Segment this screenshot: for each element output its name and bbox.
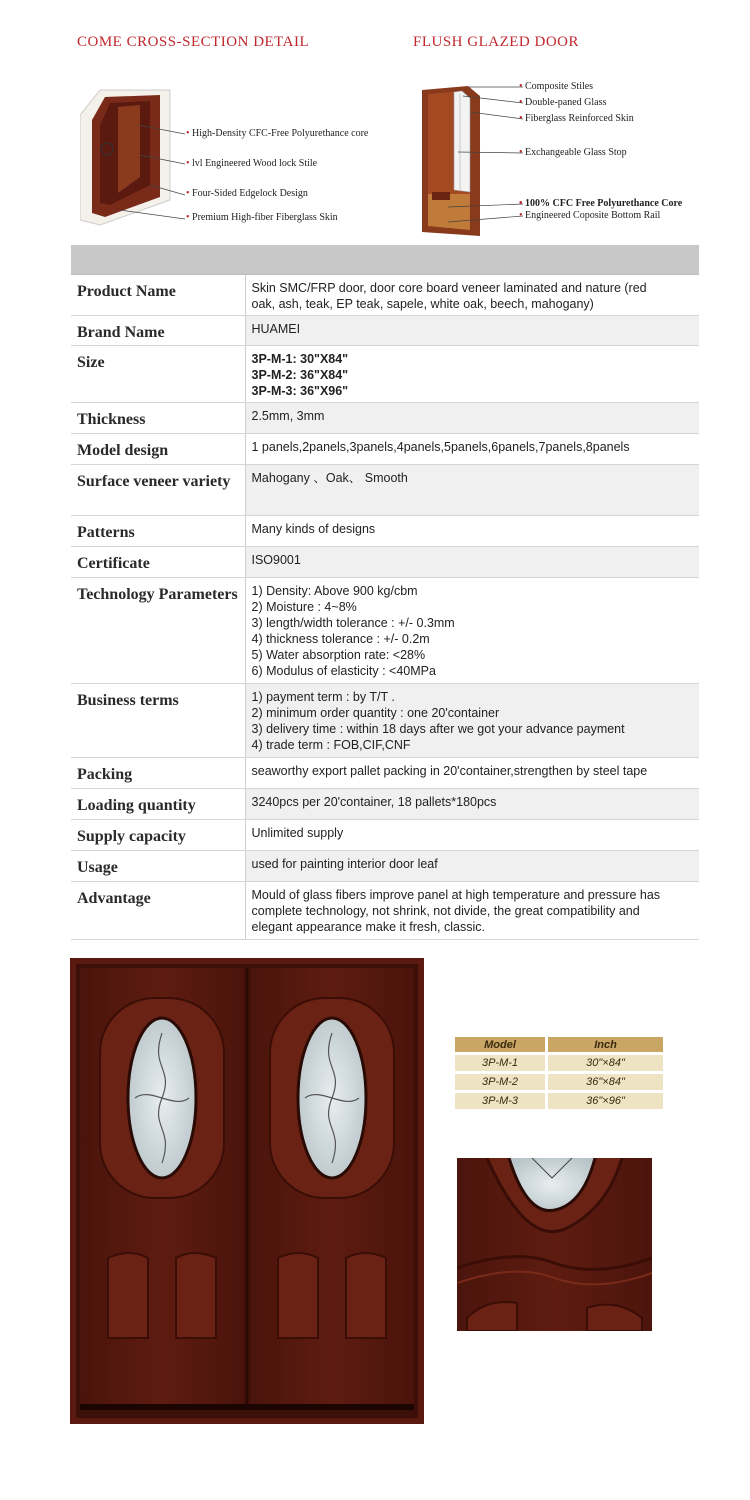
callout-glass-stop: • Exchangeable Glass Stop <box>519 147 627 158</box>
spec-label: Size <box>71 345 245 402</box>
spec-row-model-design <box>71 433 699 464</box>
model-table-header <box>455 1037 663 1052</box>
inch-cell: 36"×96" <box>548 1093 663 1109</box>
table-header-band <box>71 245 699 274</box>
flush-glazed-door-heading: FLUSH GLAZED DOOR <box>413 34 579 50</box>
callout-core: • High-Density CFC-Free Polyurethance core <box>186 128 369 139</box>
spec-value: HUAMEI <box>245 315 699 345</box>
spec-value: Many kinds of designs <box>245 515 699 546</box>
table-row <box>455 1093 663 1109</box>
callout-fiberglass-skin: • Fiberglass Reinforced Skin <box>519 113 634 124</box>
callout-composite-stiles: • Composite Stiles <box>519 81 594 92</box>
spec-row-patterns <box>71 515 699 546</box>
spec-value: 1) payment term : by T/T . 2) minimum order quantity : one 20'container 3) delivery time : within 18 days after we got your advance payment 4) trade term : FOB,CIF,CNF <box>245 683 699 757</box>
spec-row-loading <box>71 788 699 819</box>
spec-row-thickness <box>71 402 699 433</box>
table-row <box>455 1055 663 1071</box>
inch-cell: 36"×84" <box>548 1074 663 1090</box>
spec-label: Advantage <box>71 881 245 939</box>
spec-row-business-terms <box>71 683 699 757</box>
callout-bottom-rail: • Engineered Coposite Bottom Rail <box>519 210 661 221</box>
spec-value: seaworthy export pallet packing in 20'container,strengthen by steel tape <box>245 757 699 788</box>
spec-row-surface-veneer <box>71 464 699 515</box>
inch-cell: 30"×84" <box>548 1055 663 1071</box>
spec-row-size <box>71 345 699 402</box>
model-cell: 3P-M-2 <box>455 1074 545 1090</box>
callout-edgelock: • Four-Sided Edgelock Design <box>186 188 308 199</box>
spec-label: Surface veneer variety <box>71 464 245 515</box>
spec-label: Technology Parameters <box>71 577 245 683</box>
spec-value: Skin SMC/FRP door, door core board veneer laminated and nature (red oak, ash, teak, EP teak, sapele, white oak, beech, mahogany) <box>245 274 699 315</box>
spec-row-supply <box>71 819 699 850</box>
spec-row-packing <box>71 757 699 788</box>
spec-label: Certificate <box>71 546 245 577</box>
spec-value: Mahogany 、Oak、 Smooth <box>245 464 699 515</box>
model-cell: 3P-M-1 <box>455 1055 545 1071</box>
spec-value: 2.5mm, 3mm <box>245 402 699 433</box>
spec-row-advantage <box>71 881 699 939</box>
table-row <box>455 1074 663 1090</box>
spec-label: Packing <box>71 757 245 788</box>
model-header: Model <box>455 1037 545 1052</box>
spec-row-product-name <box>71 274 699 315</box>
spec-value: 1 panels,2panels,3panels,4panels,5panels,6panels,7panels,8panels <box>245 433 699 464</box>
spec-value: 3240pcs per 20'container, 18 pallets*180pcs <box>245 788 699 819</box>
spec-label: Supply capacity <box>71 819 245 850</box>
spec-label: Thickness <box>71 402 245 433</box>
spec-label: Loading quantity <box>71 788 245 819</box>
cross-section-diagram <box>80 85 185 230</box>
spec-table <box>71 245 699 940</box>
spec-value: Mould of glass fibers improve panel at high temperature and pressure has complete technology, not shrink, not divide, the great compatibility and elegant appearance make it fresh, classic. <box>245 881 699 939</box>
spec-label: Business terms <box>71 683 245 757</box>
callout-pu-core: • 100% CFC Free Polyurethance Core <box>519 198 683 209</box>
inch-header: Inch <box>548 1037 663 1052</box>
model-size-table <box>452 1034 666 1112</box>
spec-label: Model design <box>71 433 245 464</box>
spec-value: used for painting interior door leaf <box>245 850 699 881</box>
spec-row-usage <box>71 850 699 881</box>
spec-value: Unlimited supply <box>245 819 699 850</box>
callout-lock-stile: • lvl Engineered Wood lock Stile <box>186 158 318 169</box>
spec-value: 3P-M-1: 30"X84" 3P-M-2: 36"X84" 3P-M-3: 36"X96" <box>245 345 699 402</box>
spec-label: Patterns <box>71 515 245 546</box>
cross-section-heading: COME CROSS-SECTION DETAIL <box>77 34 310 50</box>
double-door-image <box>70 958 424 1424</box>
spec-label: Brand Name <box>71 315 245 345</box>
model-cell: 3P-M-3 <box>455 1093 545 1109</box>
spec-label: Product Name <box>71 274 245 315</box>
door-detail-image <box>457 1158 652 1331</box>
spec-value: ISO9001 <box>245 546 699 577</box>
spec-label: Usage <box>71 850 245 881</box>
spec-row-brand <box>71 315 699 345</box>
callout-skin: • Premium High-fiber Fiberglass Skin <box>186 212 338 223</box>
spec-value: 1) Density: Above 900 kg/cbm 2) Moisture : 4~8% 3) length/width tolerance : +/- 0.3mm 4) thickness tolerance : +/- 0.2m 5) Water absorption rate: <28% 6) Modulus of elasticity : <40MPa <box>245 577 699 683</box>
callout-double-glass: • Double-paned Glass <box>519 97 607 108</box>
spec-row-certificate <box>71 546 699 577</box>
flush-glazed-door-diagram <box>418 82 523 238</box>
spec-row-technology <box>71 577 699 683</box>
